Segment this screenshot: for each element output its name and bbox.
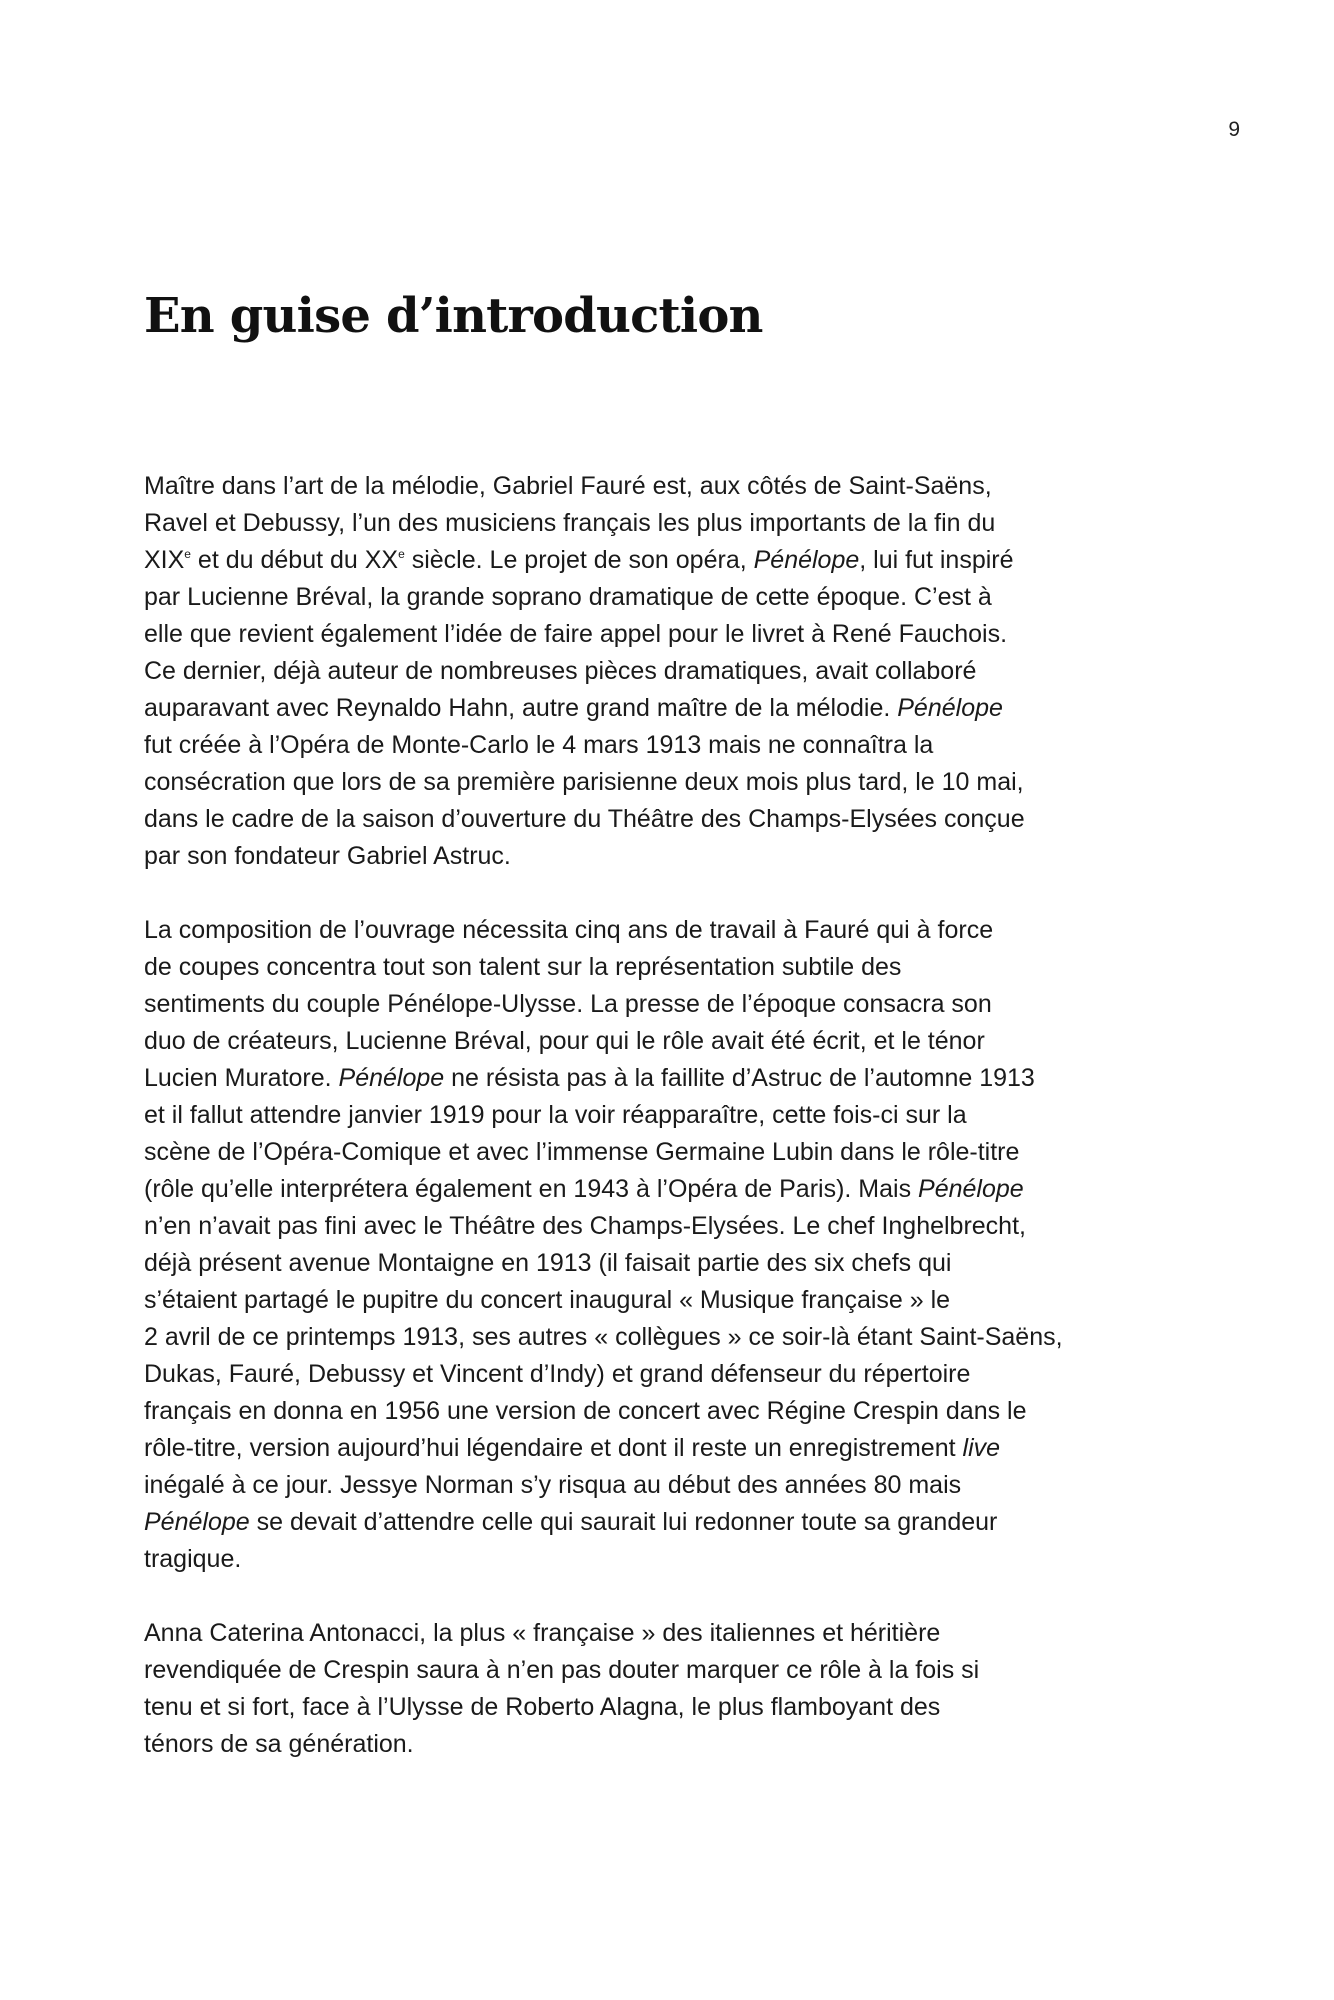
text-line [144,1652,1199,1689]
text-line [144,1023,1199,1060]
superscript: e [398,547,405,561]
text-line [144,986,1199,1023]
text-run: XIX [144,546,185,574]
text-run: duo de créateurs, Lucienne Bréval, pour qui le rôle avait été écrit, et le ténor [144,1027,985,1055]
text-run: ténors de sa génération. [144,1730,414,1758]
text-run: par son fondateur Gabriel Astruc. [144,842,511,870]
text-line [144,1689,1199,1726]
text-line [144,1097,1199,1134]
text-run: auparavant avec Reynaldo Hahn, autre grand maître de la mélodie. [144,694,898,722]
italic-text: Pénélope [338,1064,445,1092]
text-run: , lui fut inspiré [859,546,1014,574]
text-line [144,542,1199,579]
text-run: français en donna en 1956 une version de concert avec Régine Crespin dans le [144,1397,1027,1425]
text-line [144,1726,1199,1763]
text-run: La composition de l’ouvrage nécessita cinq ans de travail à Fauré qui à force [144,916,994,944]
text-run: n’en n’avait pas fini avec le Théâtre des Champs-Elysées. Le chef Inghelbrecht, [144,1212,1026,1240]
paragraph [144,1615,1199,1763]
text-line [144,1319,1199,1356]
text-line [144,801,1199,838]
text-run: rôle-titre, version aujourd’hui légendaire et dont il reste un enregistrement [144,1434,963,1462]
text-line [144,912,1199,949]
text-run: scène de l’Opéra-Comique et avec l’immense Germaine Lubin dans le rôle-titre [144,1138,1020,1166]
text-run: s’étaient partagé le pupitre du concert inaugural « Musique française » le [144,1286,951,1314]
text-line [144,727,1199,764]
italic-text: Pénélope [897,694,1003,722]
italic-text: live [962,1434,1001,1462]
text-run: par Lucienne Bréval, la grande soprano dramatique de cette époque. C’est à [144,583,992,611]
text-run: se devait d’attendre celle qui saurait lui redonner toute sa grandeur [249,1508,998,1536]
text-run: et il fallut attendre janvier 1919 pour la voir réapparaître, cette fois-ci sur la [144,1101,967,1129]
text-line [144,1134,1199,1171]
text-run: Ce dernier, déjà auteur de nombreuses pièces dramatiques, avait collaboré [144,657,977,685]
text-run: siècle. Le projet de son opéra, [404,546,754,574]
text-line [144,1541,1199,1578]
italic-text: Pénélope [144,1508,250,1536]
text-line [144,505,1199,542]
italic-text: Pénélope [753,546,860,574]
page-title: En guise d’introduction [144,288,763,344]
text-line [144,949,1199,986]
paragraph [144,912,1199,1578]
body-text [144,468,1199,1800]
text-line [144,1504,1199,1541]
text-line [144,1393,1199,1430]
text-run: Maître dans l’art de la mélodie, Gabriel Fauré est, aux côtés de Saint-Saëns, [144,472,992,500]
page-number: 9 [1228,118,1240,141]
text-run: 2 avril de ce printemps 1913, ses autres « collègues » ce soir-là étant Saint-Saëns, [144,1323,1063,1351]
text-line [144,579,1199,616]
text-run: revendiquée de Crespin saura à n’en pas douter marquer ce rôle à la fois si [144,1656,980,1684]
text-run: Dukas, Fauré, Debussy et Vincent d’Indy) et grand défenseur du répertoire [144,1360,971,1388]
text-run: consécration que lors de sa première parisienne deux mois plus tard, le 10 mai, [144,768,1024,796]
text-line [144,690,1199,727]
text-line [144,838,1199,875]
text-run: tenu et si fort, face à l’Ulysse de Roberto Alagna, le plus flamboyant des [144,1693,941,1721]
text-line [144,1171,1199,1208]
text-line [144,764,1199,801]
text-run: sentiments du couple Pénélope-Ulysse. La presse de l’époque consacra son [144,990,992,1018]
text-line [144,1282,1199,1319]
text-line [144,616,1199,653]
text-run: dans le cadre de la saison d’ouverture du Théâtre des Champs-Elysées conçue [144,805,1025,833]
text-run: tragique. [144,1545,242,1573]
text-run: et du début du XX [190,546,399,574]
italic-text: Pénélope [918,1175,1024,1203]
superscript: e [184,547,191,561]
text-line [144,1615,1199,1652]
text-line [144,653,1199,690]
text-line [144,1060,1199,1097]
text-line [144,1356,1199,1393]
text-run: Anna Caterina Antonacci, la plus « française » des italiennes et héritière [144,1619,941,1647]
text-line [144,1467,1199,1504]
text-run: ne résista pas à la faillite d’Astruc de l’automne 1913 [444,1064,1035,1092]
text-run: elle que revient également l’idée de faire appel pour le livret à René Fauchois. [144,620,1008,648]
text-run: fut créée à l’Opéra de Monte-Carlo le 4 mars 1913 mais ne connaîtra la [144,731,934,759]
text-line [144,1430,1199,1467]
text-run: Ravel et Debussy, l’un des musiciens français les plus importants de la fin du [144,509,996,537]
text-run: de coupes concentra tout son talent sur la représentation subtile des [144,953,902,981]
text-line [144,468,1199,505]
text-run: inégalé à ce jour. Jessye Norman s’y risqua au début des années 80 mais [144,1471,962,1499]
text-line [144,1245,1199,1282]
text-run: Lucien Muratore. [144,1064,339,1092]
text-line [144,1208,1199,1245]
text-run: (rôle qu’elle interprétera également en 1943 à l’Opéra de Paris). Mais [144,1175,919,1203]
paragraph [144,468,1199,875]
text-run: déjà présent avenue Montaigne en 1913 (il faisait partie des six chefs qui [144,1249,952,1277]
